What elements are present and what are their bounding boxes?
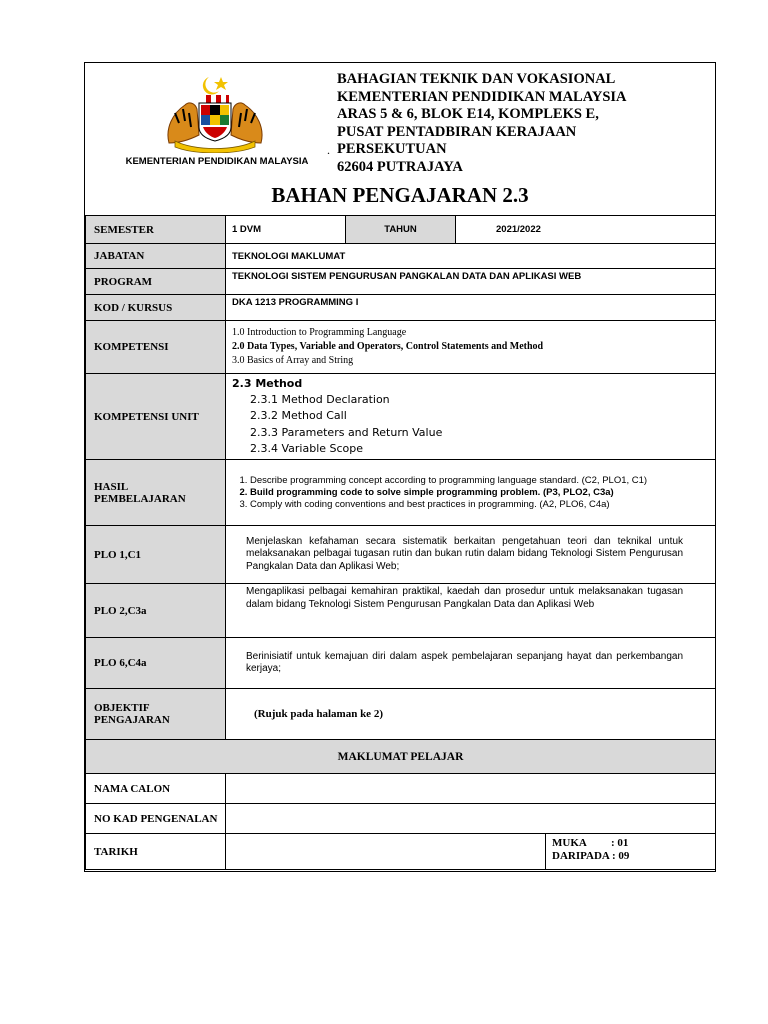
kompetensi-unit-item: 2.3.4 Variable Scope: [250, 441, 364, 455]
plo2-cell: [226, 584, 716, 638]
plo6-label: PLO 6,C4a: [86, 638, 226, 689]
tarikh-label: TARIKH: [86, 834, 226, 870]
jabatan-label: JABATAN: [86, 244, 226, 269]
kompetensi-item: 3.0 Basics of Array and String: [232, 355, 354, 366]
malaysia-coat-of-arms-icon: [155, 73, 275, 153]
nama-calon-field[interactable]: [226, 774, 716, 804]
kod-label: KOD / KURSUS: [86, 295, 226, 321]
maklumat-pelajar-heading: MAKLUMAT PELAJAR: [86, 740, 716, 774]
jabatan-value: TEKNOLOGI MAKLUMAT: [226, 244, 716, 269]
plo6-text: Berinisiatif untuk kemajuan diri dalam aspek pembelajaran sepanjang hayat dan perkembangan kerjaya;: [246, 650, 684, 674]
nama-calon-label: NAMA CALON: [86, 774, 226, 804]
address-line: ARAS 5 & 6, BLOK E14, KOMPLEKS E,: [337, 106, 599, 122]
tarikh-field[interactable]: [226, 834, 546, 870]
info-table: [85, 215, 716, 870]
kompetensi-unit-item: 2.3.3 Parameters and Return Value: [250, 425, 443, 439]
address-block: [337, 71, 707, 171]
ministry-caption: KEMENTERIAN PENDIDIKAN MALAYSIA: [125, 156, 309, 167]
hasil-list: [232, 475, 709, 511]
kompetensi-label: KOMPETENSI: [86, 321, 226, 374]
kompetensi-unit-list: [226, 374, 716, 460]
plo6-cell: [226, 638, 716, 689]
objektif-label-line: OBJEKTIF: [94, 702, 150, 714]
hasil-item: 2. Build programming code to solve simple programming problem. (P3, PLO2, C3a): [250, 487, 709, 499]
kompetensi-item: 1.0 Introduction to Programming Language: [232, 327, 407, 338]
no-kad-pengenalan-field[interactable]: [226, 804, 716, 834]
daripada-text: DARIPADA : 09: [552, 850, 630, 862]
plo2-text: Mengaplikasi pelbagai kemahiran praktikal, kaedah dan prosedur untuk melaksanakan tugasan dalam bidang Teknologi Sistem Pengurusan Pangkalan Data dan Aplikasi Web: [246, 586, 684, 610]
no-kad-pengenalan-label: NO KAD PENGENALAN: [86, 804, 226, 834]
kompetensi-item: 2.0 Data Types, Variable and Operators, Control Statements and Method: [232, 341, 544, 352]
kompetensi-unit-label: KOMPETENSI UNIT: [86, 374, 226, 460]
hasil-label: [86, 460, 226, 526]
address-line: KEMENTERIAN PENDIDIKAN MALAYSIA: [337, 88, 627, 105]
hasil-label-line: HASIL: [94, 480, 129, 493]
kod-value: DKA 1213 PROGRAMMING I: [226, 295, 716, 321]
muka-text: MUKA : 01: [552, 837, 629, 849]
objektif-label: [86, 689, 226, 740]
semester-label: SEMESTER: [86, 216, 226, 244]
hasil-label-line: PEMBELAJARAN: [94, 492, 186, 505]
program-value: TEKNOLOGI SISTEM PENGURUSAN PANGKALAN DATA DAN APLIKASI WEB: [226, 269, 716, 295]
document-frame: [84, 62, 716, 872]
hasil-item: 3. Comply with coding conventions and best practices in programming. (A2, PLO6, C4a): [250, 499, 709, 511]
stray-dot: .: [327, 143, 330, 157]
address-line: BAHAGIAN TEKNIK DAN VOKASIONAL: [337, 71, 616, 87]
address-line: PERSEKUTUAN: [337, 141, 447, 157]
page-number: [546, 834, 716, 870]
plo1-text: Menjelaskan kefahaman secara sistematik berkaitan pengetahuan teori dan teknikal untuk melaksanakan pelbagai tugasan rutin dan bukan rutin dalam bidang Teknologi Sistem Pengurusan Pangkalan Data dan Aplikasi Web;: [246, 535, 684, 572]
kompetensi-unit-item: 2.3.2 Method Call: [250, 409, 347, 423]
address-line: PUSAT PENTADBIRAN KERAJAAN: [337, 123, 577, 140]
kompetensi-unit-item: 2.3.1 Method Declaration: [250, 393, 390, 407]
document-title: BAHAN PENGAJARAN 2.3: [271, 183, 529, 207]
plo1-label: PLO 1,C1: [86, 526, 226, 584]
objektif-label-line: PENGAJARAN: [94, 714, 170, 726]
hasil-list-cell: [226, 460, 716, 526]
kompetensi-unit-head: 2.3 Method: [232, 376, 303, 390]
plo2-label: PLO 2,C3a: [86, 584, 226, 638]
kompetensi-list: [226, 321, 716, 374]
plo1-cell: [226, 526, 716, 584]
objektif-value: (Rujuk pada halaman ke 2): [226, 689, 716, 740]
hasil-item: 1. Describe programming concept according to programming language standard. (C2, PLO1, C1): [250, 475, 709, 487]
tahun-label: TAHUN: [346, 216, 456, 244]
address-line: 62604 PUTRAJAYA: [337, 158, 463, 171]
tahun-value: 2021/2022: [456, 216, 716, 244]
program-label: PROGRAM: [86, 269, 226, 295]
semester-value: 1 DVM: [226, 216, 346, 244]
